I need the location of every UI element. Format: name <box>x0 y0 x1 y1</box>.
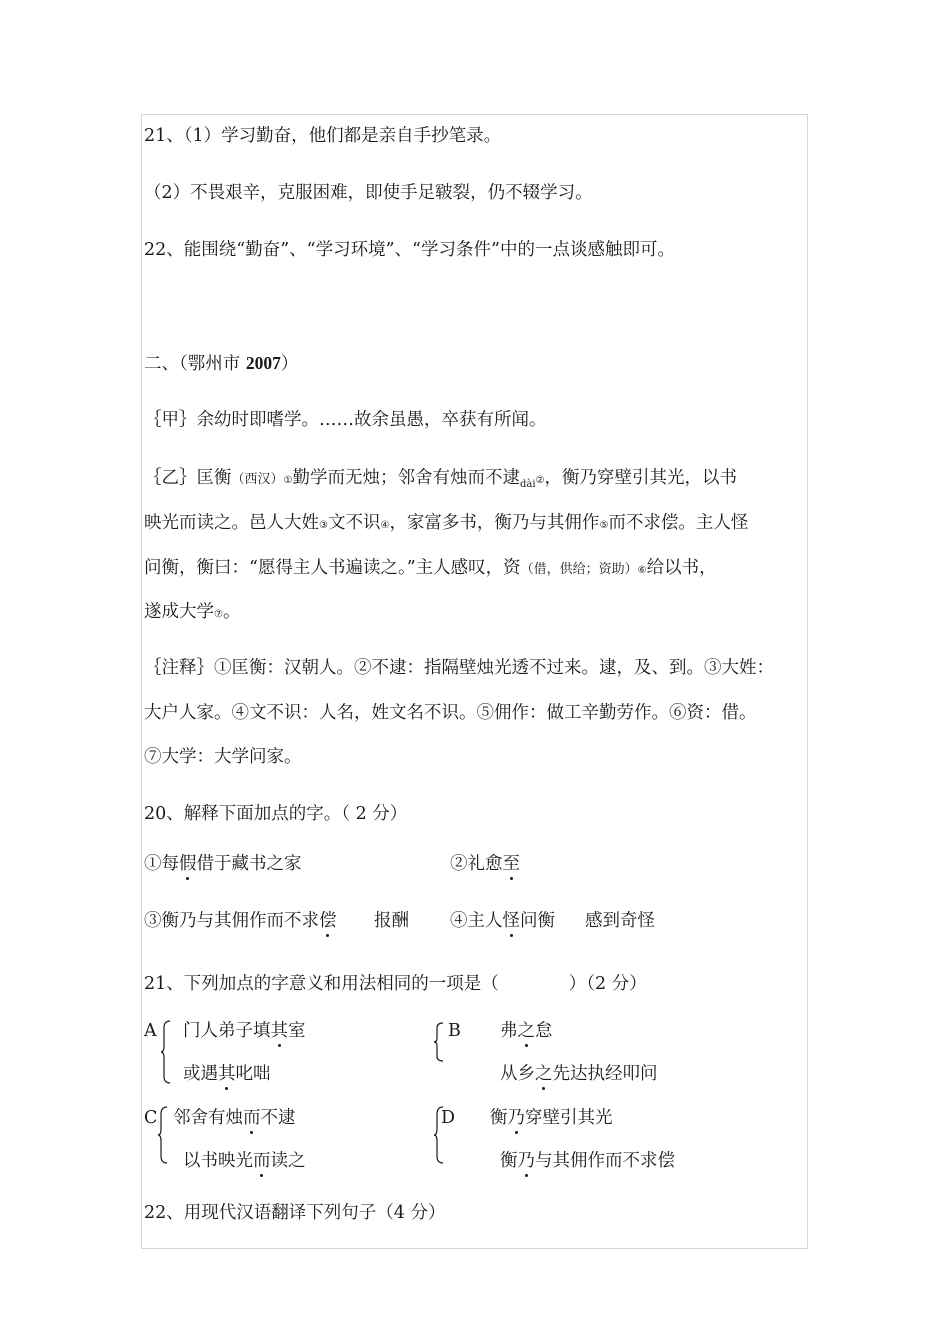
answer-21-1: 21、（1）学习勤奋，他们都是亲自手抄笔录。 <box>144 126 502 146</box>
option-c-line-1: 邻舍有烛而不逮 <box>173 1108 296 1128</box>
option-a-line-2: 或遇其叱咄 <box>183 1064 271 1084</box>
option-c-line-2: 以书映光而读之 <box>183 1151 306 1171</box>
option-d-label: D <box>441 1108 456 1128</box>
question-22-title: 22、用现代汉语翻译下列句子（4 分） <box>144 1203 446 1223</box>
option-b-line-2: 从乡之先达执经叩问 <box>500 1064 658 1084</box>
q20-item-1: ①每假借于藏书之家 <box>144 854 302 874</box>
option-c-brace <box>158 1106 168 1164</box>
option-c-label: C <box>144 1108 158 1128</box>
notes-line-1: ｛注释｝①匡衡：汉朝人。②不逮：指隔壁烛光透不过来。逮，及、到。③大姓： <box>144 658 774 678</box>
notes-line-3: ⑦大学：大学问家。 <box>144 747 302 767</box>
option-d-line-2: 衡乃与其佣作而不求偿 <box>500 1151 675 1171</box>
question-21-title: 21、下列加点的字意义和用法相同的一项是（ ）（2 分） <box>144 974 647 994</box>
option-d-line-1: 衡乃穿壁引其光 <box>490 1108 613 1128</box>
passage-yi-line-2: 映光而读之。邑人大姓③文不识④，家富多书，衡乃与其佣作⑤而不求偿。主人怪 <box>144 513 749 533</box>
passage-yi-line-4: 遂成大学⑦。 <box>144 602 241 622</box>
passage-jia: ｛甲｝余幼时即嗜学。……故余虽愚，卒获有所闻。 <box>144 410 547 430</box>
q20-answer-4: 感到奇怪 <box>585 911 655 931</box>
notes-line-2: 大户人家。④文不识：人名，姓文名不识。⑤佣作：做工辛勤劳作。⑥资：借。 <box>144 703 757 723</box>
q20-item-4: ④主人怪问衡 <box>450 911 555 931</box>
section-heading: 二、（鄂州市 2007） <box>144 353 299 374</box>
passage-yi-line-3: 问衡，衡曰：“愿得主人书遍读之。”主人感叹，资（借，供给；资助）⑥给以书， <box>144 558 717 578</box>
option-b-line-1: 弗之怠 <box>500 1021 553 1041</box>
q20-item-2: ②礼愈至 <box>450 854 520 874</box>
question-20-title: 20、解释下面加点的字。（ 2 分） <box>144 804 408 824</box>
option-a-brace <box>161 1020 171 1084</box>
option-b-brace <box>434 1022 444 1062</box>
q20-item-3: ③衡乃与其佣作而不求偿 <box>144 911 337 931</box>
passage-yi-line-1: ｛乙｝匡衡（西汉）①勤学而无烛；邻舍有烛而不逮$_{dài}$②，衡乃穿壁引其光，以书 <box>144 468 738 490</box>
option-b-label: B <box>448 1021 461 1041</box>
option-a-label: A <box>144 1021 157 1041</box>
option-a-line-1: 门人弟子填其室 <box>183 1021 306 1041</box>
answer-21-2: （2）不畏艰辛，克服困难，即使手足皲裂，仍不辍学习。 <box>144 183 593 203</box>
q20-answer-3: 报酬 <box>374 911 409 931</box>
answer-22: 22、能围绕“勤奋”、“学习环境”、“学习条件”中的一点谈感触即可。 <box>144 240 675 260</box>
